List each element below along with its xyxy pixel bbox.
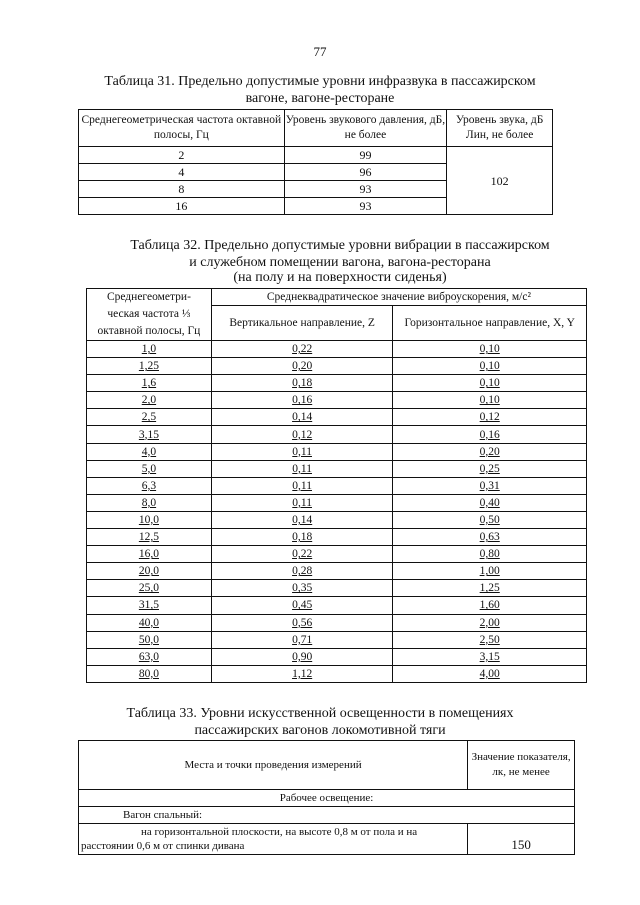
table31-level-cell: 96 <box>284 164 447 181</box>
table31-caption-line2: вагоне, вагоне-ресторане <box>245 91 395 106</box>
table32-vertical-cell: 0,20 <box>211 358 393 375</box>
table32-header-rms: Среднеквадратическое значение виброускорения, м/с² <box>211 289 586 306</box>
table32-freq-cell: 3,15 <box>87 426 212 443</box>
table33-header-value: Значение показателя, лк, не менее <box>468 741 575 790</box>
table33-header-row <box>79 741 575 790</box>
table32-freq-cell: 1,25 <box>87 358 212 375</box>
table32-vertical-cell: 0,11 <box>211 460 393 477</box>
table32-horizontal-cell: 1,00 <box>393 563 587 580</box>
table32-horizontal-cell: 0,40 <box>393 494 587 511</box>
table-row <box>87 546 587 563</box>
table-row <box>79 824 575 855</box>
table32-vertical-cell: 0,14 <box>211 409 393 426</box>
table-row <box>87 358 587 375</box>
table-row <box>87 409 587 426</box>
table32-vertical-cell: 0,90 <box>211 648 393 665</box>
table32-horizontal-cell: 0,10 <box>393 358 587 375</box>
table32-horizontal-cell: 0,10 <box>393 392 587 409</box>
table32-vertical-cell: 0,14 <box>211 511 393 528</box>
table32-header-frequency-l3: октавной полосы, Гц <box>97 325 201 337</box>
table32-freq-cell: 20,0 <box>87 563 212 580</box>
table32-caption <box>90 237 590 285</box>
table33-measure-line2: расстоянии 0,6 м от спинки дивана <box>81 840 245 852</box>
table31-header-frequency: Среднегеометрическая частота октавной полосы, Гц <box>79 110 285 147</box>
table-row <box>87 648 587 665</box>
table-row <box>87 529 587 546</box>
table32-vertical-cell: 0,56 <box>211 614 393 631</box>
table31-level-cell: 93 <box>284 181 447 198</box>
table32-header-frequency <box>87 289 212 341</box>
table33 <box>78 740 575 855</box>
table32-freq-cell: 16,0 <box>87 546 212 563</box>
table32-body <box>87 341 587 683</box>
table31-freq-cell: 2 <box>79 147 285 164</box>
table33-wagon-row <box>79 807 575 824</box>
table32-header-row1 <box>87 289 587 306</box>
table32-horizontal-cell: 0,80 <box>393 546 587 563</box>
table-row <box>87 477 587 494</box>
table-row <box>87 614 587 631</box>
table-row <box>87 443 587 460</box>
table32-freq-cell: 25,0 <box>87 580 212 597</box>
table-row <box>87 426 587 443</box>
table31-header-pressure: Уровень звукового давления, дБ, не более <box>284 110 447 147</box>
table32-caption-line1: Таблица 32. Предельно допустимые уровни вибрации в пассажирском <box>130 238 550 253</box>
table32-horizontal-cell: 2,50 <box>393 631 587 648</box>
table33-section-working: Рабочее освещение: <box>79 790 575 807</box>
table-row <box>87 597 587 614</box>
table32-vertical-cell: 0,11 <box>211 477 393 494</box>
page-number: 77 <box>313 44 327 59</box>
table32-horizontal-cell: 0,31 <box>393 477 587 494</box>
table31-caption-line1: Таблица 31. Предельно допустимые уровни инфразвука в пассажирском <box>104 74 536 89</box>
table32-horizontal-cell: 0,12 <box>393 409 587 426</box>
table31 <box>78 109 553 215</box>
table-row <box>87 631 587 648</box>
table32-horizontal-cell: 1,25 <box>393 580 587 597</box>
table31-caption <box>70 73 570 107</box>
table32-vertical-cell: 0,18 <box>211 375 393 392</box>
table32-horizontal-cell: 0,25 <box>393 460 587 477</box>
table-row <box>87 375 587 392</box>
table32-horizontal-cell: 4,00 <box>393 665 587 682</box>
table33-caption <box>85 705 555 739</box>
table32-horizontal-cell: 0,10 <box>393 341 587 358</box>
table-row <box>87 494 587 511</box>
table32-vertical-cell: 0,35 <box>211 580 393 597</box>
table32-vertical-cell: 0,28 <box>211 563 393 580</box>
table-row <box>87 563 587 580</box>
table32-freq-cell: 63,0 <box>87 648 212 665</box>
table31-level-cell: 99 <box>284 147 447 164</box>
table32-freq-cell: 40,0 <box>87 614 212 631</box>
table33-header-place: Места и точки проведения измерений <box>79 741 468 790</box>
table32-horizontal-cell: 2,00 <box>393 614 587 631</box>
table32-freq-cell: 6,3 <box>87 477 212 494</box>
table31-sound-level-cell: 102 <box>447 147 553 215</box>
table32-freq-cell: 5,0 <box>87 460 212 477</box>
table32-vertical-cell: 0,22 <box>211 341 393 358</box>
table32-freq-cell: 10,0 <box>87 511 212 528</box>
table32-vertical-cell: 0,71 <box>211 631 393 648</box>
table32-caption-line2: и служебном помещении вагона, вагона-ресторана <box>189 255 491 270</box>
table32-vertical-cell: 0,18 <box>211 529 393 546</box>
table32-vertical-cell: 0,45 <box>211 597 393 614</box>
table32-freq-cell: 1,0 <box>87 341 212 358</box>
table31-header-row <box>79 110 553 147</box>
table32-vertical-cell: 1,12 <box>211 665 393 682</box>
table32-freq-cell: 80,0 <box>87 665 212 682</box>
table32-header-horizontal: Горизонтальное направление, X, Y <box>393 306 587 341</box>
table31-freq-cell: 16 <box>79 198 285 215</box>
table33-measure-cell <box>79 824 468 855</box>
table32-freq-cell: 1,6 <box>87 375 212 392</box>
table32-horizontal-cell: 0,63 <box>393 529 587 546</box>
table32-freq-cell: 12,5 <box>87 529 212 546</box>
table32 <box>86 288 587 683</box>
table32-header-frequency-l1: Среднегеометри- <box>106 291 191 303</box>
table33-measure-line1: на горизонтальной плоскости, на высоте 0,8 м от пола и на <box>141 826 418 838</box>
table32-horizontal-cell: 0,10 <box>393 375 587 392</box>
table-row <box>87 665 587 682</box>
table33-measure-value: 150 <box>468 824 575 855</box>
table32-vertical-cell: 0,12 <box>211 426 393 443</box>
table32-caption-line3: (на полу и на поверхности сиденья) <box>233 270 447 285</box>
table32-freq-cell: 2,0 <box>87 392 212 409</box>
table31-level-cell: 93 <box>284 198 447 215</box>
table-row <box>87 341 587 358</box>
table32-freq-cell: 4,0 <box>87 443 212 460</box>
table32-vertical-cell: 0,16 <box>211 392 393 409</box>
table-row <box>87 511 587 528</box>
table32-horizontal-cell: 1,60 <box>393 597 587 614</box>
table32-freq-cell: 8,0 <box>87 494 212 511</box>
table32-vertical-cell: 0,22 <box>211 546 393 563</box>
table32-header-vertical: Вертикальное направление, Z <box>211 306 393 341</box>
table32-freq-cell: 2,5 <box>87 409 212 426</box>
table32-horizontal-cell: 3,15 <box>393 648 587 665</box>
table31-freq-cell: 8 <box>79 181 285 198</box>
table32-freq-cell: 31,5 <box>87 597 212 614</box>
table33-caption-line2: пассажирских вагонов локомотивной тяги <box>194 723 446 738</box>
table31-freq-cell: 4 <box>79 164 285 181</box>
table32-horizontal-cell: 0,20 <box>393 443 587 460</box>
table32-vertical-cell: 0,11 <box>211 443 393 460</box>
table-row <box>87 580 587 597</box>
table33-section-row <box>79 790 575 807</box>
table33-wagon-sleeping: Вагон спальный: <box>79 807 575 824</box>
table32-freq-cell: 50,0 <box>87 631 212 648</box>
table-row <box>87 392 587 409</box>
table32-header-frequency-l2: ческая частота ⅓ <box>107 308 191 320</box>
table-row <box>79 147 553 164</box>
table32-horizontal-cell: 0,16 <box>393 426 587 443</box>
table31-header-sound-level: Уровень звука, дБ Лин, не более <box>447 110 553 147</box>
table-row <box>87 460 587 477</box>
table33-caption-line1: Таблица 33. Уровни искусственной освещенности в помещениях <box>126 706 514 721</box>
table32-horizontal-cell: 0,50 <box>393 511 587 528</box>
table32-vertical-cell: 0,11 <box>211 494 393 511</box>
